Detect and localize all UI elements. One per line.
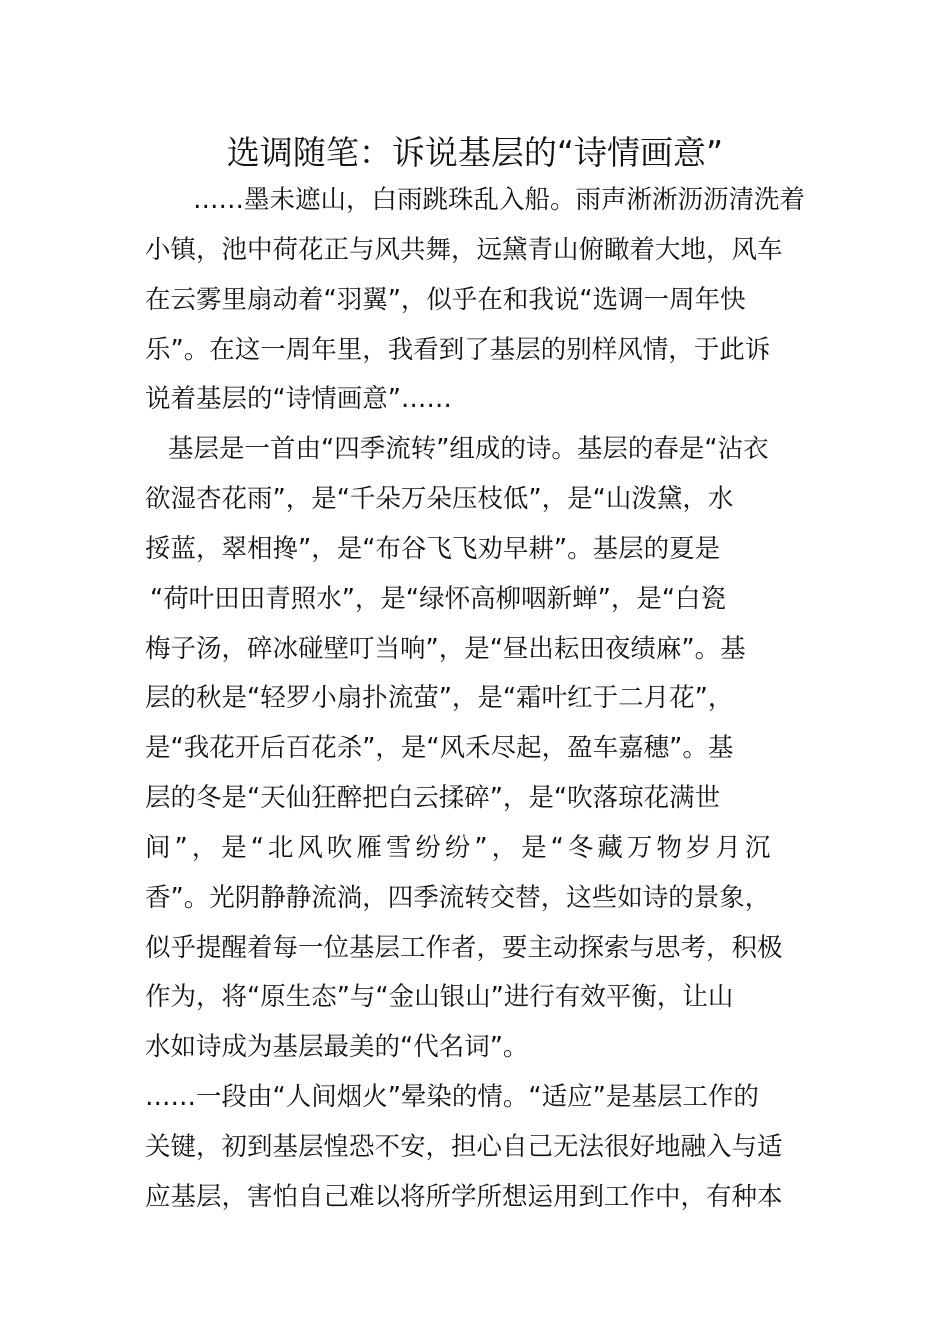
text-line: 是“我花开后百花杀”，是“风禾尽起，盈车嘉穗”。基 [145,733,734,763]
text-line: 水如诗成为基层最美的“代名词”。 [145,1032,529,1062]
text-line: 关键，初到基层惶恐不安，担心自己无法很好地融入与适 [145,1132,783,1162]
text-line: ……一段由“人间烟火”晕染的情。“适应”是基层工作的 [145,1082,759,1112]
text-line: 欲湿杏花雨”，是“千朵万朵压枝低”，是“山泼黛，水 [145,484,734,514]
document-title: 选调随笔：诉说基层的“诗情画意” [226,133,724,172]
text-line: 小镇，池中荷花正与风共舞，远黛青山俯瞰着大地，风车 [145,235,783,265]
text-line: 在云雾里扇动着“羽翼”，似乎在和我说“选调一周年快 [145,285,746,315]
text-line: ……墨未遮山，白雨跳珠乱入船。雨声淅淅沥沥清洗着 [193,185,806,215]
text-line: 作为，将“原生态”与“金山银山”进行有效平衡，让山 [145,982,734,1012]
text-line: 挼蓝，翠相搀”，是“布谷飞飞劝早耕”。基层的夏是 [145,534,721,564]
text-line: 基层是一首由“四季流转”组成的诗。基层的春是“沾衣 [168,434,769,464]
text-line: 乐”。在这一周年里，我看到了基层的别样风情，于此诉 [145,335,771,365]
text-line: 似乎提醒着每一位基层工作者，要主动探索与思考，积极 [145,933,783,963]
text-line: 说着基层的“诗情画意”…… [145,384,452,414]
text-line: 层的冬是“天仙狂醉把白云揉碎”，是“吹落琼花满世 [145,783,721,813]
text-line: 梅子汤，碎冰碰壁叮当响”，是“昼出耘田夜绩麻”。基 [145,634,746,664]
text-line: “荷叶田田青照水”，是“绿怀高柳咽新蝉”，是“白瓷 [150,584,727,614]
text-line: 香”。光阴静静流淌，四季流转交替，这些如诗的景象， [145,883,771,913]
text-line: 间”，是“北风吹雁雪纷纷”，是“冬藏万物岁月沉 [145,833,775,863]
text-line: 应基层，害怕自己难以将所学所想运用到工作中，有种本 [145,1182,783,1212]
text-line: 层的秋是“轻罗小扇扑流萤”，是“霜叶红于二月花”， [145,683,734,713]
